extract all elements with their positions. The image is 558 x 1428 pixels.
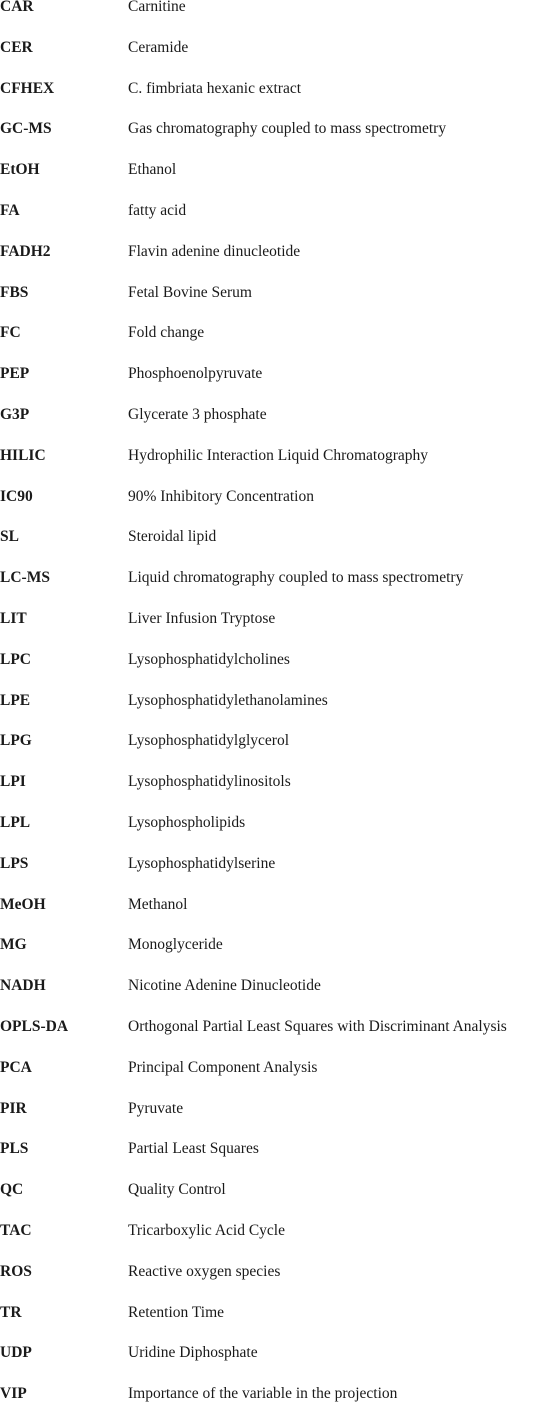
abbreviation-definition: 90% Inhibitory Concentration (128, 487, 314, 505)
abbreviation-term: QC (0, 1181, 24, 1199)
abbreviation-row (0, 242, 558, 286)
abbreviation-definition: Gas chromatography coupled to mass spectrometry (128, 120, 447, 138)
abbreviation-row (0, 1017, 558, 1061)
abbreviation-definition: Principal Component Analysis (128, 1058, 318, 1076)
abbreviation-row (0, 691, 558, 735)
abbreviation-row (0, 38, 558, 82)
abbreviation-definition: Glycerate 3 phosphate (128, 405, 267, 423)
abbreviation-definition: Retention Time (128, 1303, 225, 1321)
abbreviation-definition: Partial Least Squares (128, 1140, 259, 1158)
abbreviation-definition: Lysophosphatidylethanolamines (128, 691, 328, 709)
abbreviation-row (0, 734, 558, 775)
abbreviation-term: TAC (0, 1221, 32, 1239)
abbreviation-term: FC (0, 324, 21, 342)
abbreviation-term: MeOH (0, 895, 46, 913)
abbreviation-row (0, 79, 558, 123)
abbreviation-row (0, 813, 558, 857)
abbreviation-definition: Tricarboxylic Acid Cycle (128, 1221, 285, 1239)
abbreviation-row (0, 895, 558, 939)
abbreviation-definition: Pyruvate (128, 1099, 184, 1117)
abbreviation-row (0, 1346, 558, 1387)
abbreviation-term: TR (0, 1303, 22, 1321)
abbreviation-row (0, 854, 558, 898)
abbreviation-definition: Quality Control (128, 1181, 226, 1199)
abbreviation-row (0, 487, 558, 531)
abbreviation-row (0, 650, 558, 694)
abbreviation-row (0, 326, 558, 367)
abbreviation-term: PCA (0, 1058, 32, 1076)
abbreviation-definition: fatty acid (128, 201, 187, 219)
abbreviation-definition: Liquid chromatography coupled to mass spectrometry (128, 569, 464, 587)
abbreviation-definition: Carnitine (128, 0, 186, 15)
abbreviation-definition: Lysophosphatidylcholines (128, 650, 290, 668)
abbreviation-term: UDP (0, 1344, 32, 1362)
abbreviation-row (0, 1387, 558, 1428)
abbreviation-definition: Importance of the variable in the projection (128, 1385, 398, 1403)
abbreviation-row (0, 446, 558, 490)
abbreviation-row (0, 163, 558, 204)
abbreviation-definition: Lysophospholipids (128, 813, 246, 831)
abbreviation-term: LPE (0, 691, 31, 709)
abbreviation-row (0, 938, 558, 979)
abbreviation-term: LPG (0, 732, 32, 750)
abbreviation-term: PIR (0, 1099, 27, 1117)
abbreviation-definition: Hydrophilic Interaction Liquid Chromatography (128, 446, 429, 464)
abbreviation-term: FBS (0, 283, 29, 301)
abbreviation-term: LC-MS (0, 569, 50, 587)
abbreviation-definition: Nicotine Adenine Dinucleotide (128, 977, 321, 995)
abbreviation-definition: Liver Infusion Tryptose (128, 609, 276, 627)
abbreviation-definition: Reactive oxygen species (128, 1262, 281, 1280)
abbreviation-definition: Flavin adenine dinucleotide (128, 242, 301, 260)
abbreviation-row (0, 530, 558, 571)
abbreviation-definition: Orthogonal Partial Least Squares with Discriminant Analysis (128, 1017, 507, 1035)
abbreviation-term: HILIC (0, 446, 46, 464)
abbreviation-term: LPL (0, 813, 31, 831)
abbreviation-row (0, 775, 558, 816)
abbreviation-term: PLS (0, 1140, 29, 1158)
abbreviation-term: CFHEX (0, 79, 55, 97)
abbreviation-definition: Monoglyceride (128, 936, 223, 954)
abbreviation-row (0, 1262, 558, 1306)
abbreviation-definition: Uridine Diphosphate (128, 1344, 258, 1362)
abbreviation-term: CAR (0, 0, 34, 15)
abbreviation-definition: Methanol (128, 895, 188, 913)
abbreviation-definition: Ceramide (128, 38, 189, 56)
abbreviation-term: LPS (0, 854, 29, 872)
abbreviation-row (0, 1183, 558, 1224)
abbreviation-definition: Fold change (128, 324, 205, 342)
abbreviation-definition: Fetal Bovine Serum (128, 283, 252, 301)
abbreviation-term: SL (0, 528, 19, 546)
abbreviation-definition: C. fimbriata hexanic extract (128, 79, 302, 97)
abbreviation-row (0, 1142, 558, 1183)
abbreviation-term: NADH (0, 977, 46, 995)
abbreviation-row (0, 1058, 558, 1102)
abbreviation-term: GC-MS (0, 120, 52, 138)
abbreviation-row (0, 0, 558, 41)
abbreviation-term: OPLS-DA (0, 1017, 69, 1035)
abbreviation-term: G3P (0, 405, 30, 423)
abbreviation-row (0, 405, 558, 449)
abbreviation-definition: Lysophosphatidylglycerol (128, 732, 290, 750)
abbreviation-definition: Lysophosphatidylserine (128, 854, 276, 872)
abbreviation-row (0, 1099, 558, 1143)
abbreviation-term: LPC (0, 650, 31, 668)
abbreviation-row (0, 367, 558, 408)
abbreviation-row (0, 201, 558, 245)
abbreviation-definition: Ethanol (128, 161, 177, 179)
abbreviation-definition: Steroidal lipid (128, 528, 217, 546)
abbreviation-term: ROS (0, 1262, 32, 1280)
abbreviation-definition: Lysophosphatidylinositols (128, 773, 291, 791)
abbreviation-row (0, 122, 558, 163)
abbreviation-term: VIP (0, 1385, 27, 1403)
abbreviation-term: MG (0, 936, 27, 954)
abbreviation-term: LIT (0, 609, 27, 627)
abbreviation-row (0, 283, 558, 327)
abbreviation-definition: Phosphoenolpyruvate (128, 365, 263, 383)
abbreviation-row (0, 571, 558, 612)
abbreviation-row (0, 609, 558, 653)
abbreviation-row (0, 1221, 558, 1265)
abbreviation-term: FADH2 (0, 242, 51, 260)
abbreviation-term: FA (0, 201, 20, 219)
abbreviation-term: PEP (0, 365, 30, 383)
abbreviation-term: CER (0, 38, 33, 56)
abbreviation-row (0, 1303, 558, 1347)
abbreviation-term: IC90 (0, 487, 33, 505)
abbreviation-term: EtOH (0, 161, 40, 179)
abbreviation-term: LPI (0, 773, 26, 791)
abbreviation-row (0, 979, 558, 1020)
